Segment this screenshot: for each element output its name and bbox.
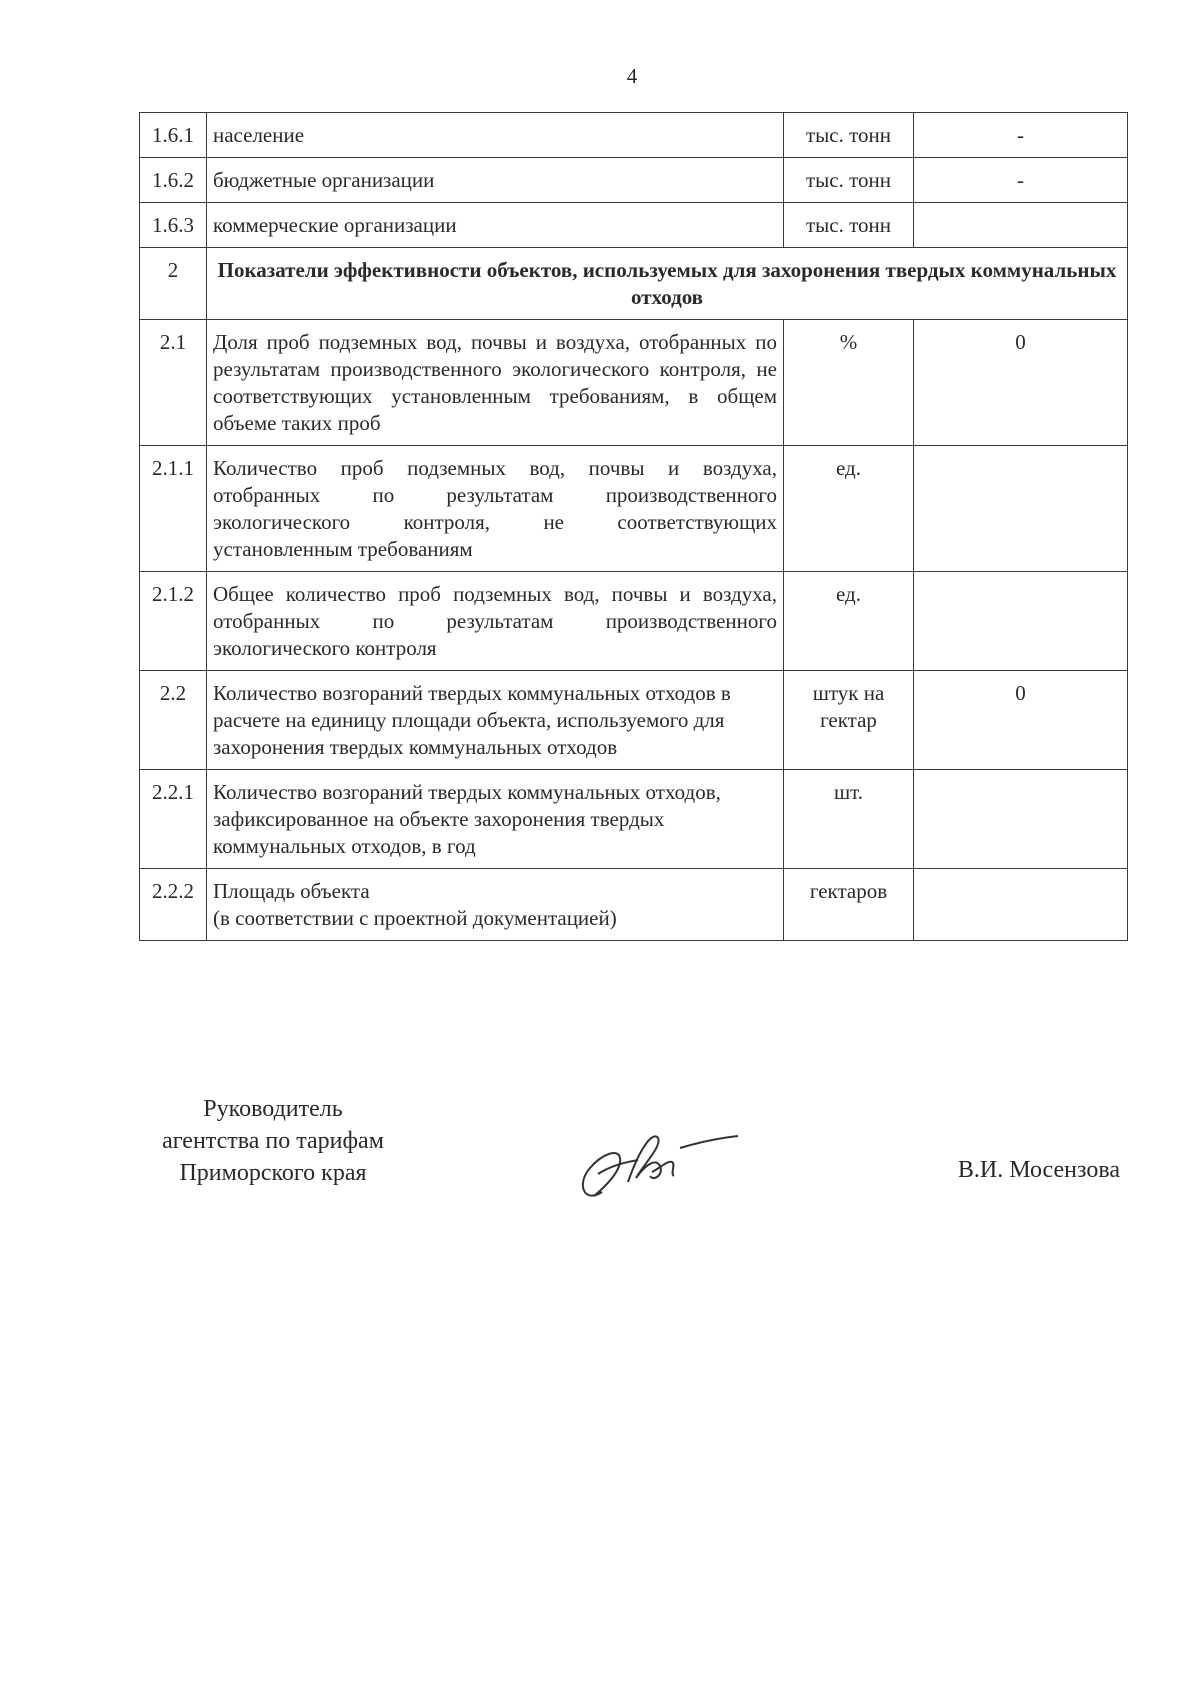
row-description: бюджетные организации [207, 158, 784, 203]
page-number: 4 [626, 64, 638, 88]
section-number: 2 [140, 248, 207, 320]
table-row [140, 869, 1128, 941]
row-unit: тыс. тонн [784, 113, 914, 158]
row-number: 1.6.1 [140, 113, 207, 158]
row-description: Количество возгораний твердых коммунальных отходов, зафиксированное на объекте захоронения твердых коммунальных отходов, в год [207, 770, 784, 869]
row-description: Количество возгораний твердых коммунальных отходов в расчете на единицу площади объекта, используемого для захоронения твердых коммунальных отходов [207, 671, 784, 770]
row-value: - [914, 113, 1128, 158]
row-value: - [914, 158, 1128, 203]
row-number: 1.6.2 [140, 158, 207, 203]
handwritten-signature [572, 1112, 742, 1212]
row-value [914, 869, 1128, 941]
row-description: коммерческие организации [207, 203, 784, 248]
row-number: 2.1.1 [140, 446, 207, 572]
row-description: Доля проб подземных вод, почвы и воздуха, отобранных по результатам производственного экологического контроля, не соответствующих установленным требованиям, в общем объеме таких проб [207, 320, 784, 446]
row-number: 2.2.2 [140, 869, 207, 941]
row-value [914, 203, 1128, 248]
row-value: 0 [914, 320, 1128, 446]
position-line: Приморского края [179, 1160, 367, 1186]
row-unit: % [784, 320, 914, 446]
row-unit: штук на гектар [784, 671, 914, 770]
row-value: 0 [914, 671, 1128, 770]
row-description-line: Площадь объекта [213, 879, 370, 903]
section-row [140, 248, 1128, 320]
indicators-table [139, 112, 1128, 941]
table-row [140, 203, 1128, 248]
row-unit: гектаров [784, 869, 914, 941]
row-number: 2.1.2 [140, 572, 207, 671]
section-title: Показатели эффективности объектов, используемых для захоронения твердых коммунальных отходов [207, 248, 1128, 320]
row-number: 2.2.1 [140, 770, 207, 869]
table-row [140, 446, 1128, 572]
row-description-line: (в соответствии с проектной документацией) [213, 906, 617, 930]
row-description: население [207, 113, 784, 158]
position-line: агентства по тарифам [162, 1128, 384, 1154]
row-number: 2.2 [140, 671, 207, 770]
row-number: 2.1 [140, 320, 207, 446]
row-value [914, 572, 1128, 671]
row-description: Общее количество проб подземных вод, почвы и воздуха, отобранных по результатам производственного экологического контроля [207, 572, 784, 671]
row-unit: шт. [784, 770, 914, 869]
row-value [914, 446, 1128, 572]
row-unit: тыс. тонн [784, 158, 914, 203]
row-number: 1.6.3 [140, 203, 207, 248]
row-description [207, 869, 784, 941]
table-row [140, 770, 1128, 869]
row-description: Количество проб подземных вод, почвы и воздуха, отобранных по результатам производственного экологического контроля, не соответствующих установленным требованиям [207, 446, 784, 572]
row-unit: тыс. тонн [784, 203, 914, 248]
signer-name: В.И. Мосензова [957, 1157, 1120, 1183]
table-row [140, 158, 1128, 203]
table-row [140, 572, 1128, 671]
row-unit: ед. [784, 446, 914, 572]
signatory-position [140, 1093, 406, 1189]
table-row [140, 113, 1128, 158]
position-line: Руководитель [203, 1096, 343, 1122]
table-row [140, 671, 1128, 770]
row-value [914, 770, 1128, 869]
table-row [140, 320, 1128, 446]
row-unit: ед. [784, 572, 914, 671]
